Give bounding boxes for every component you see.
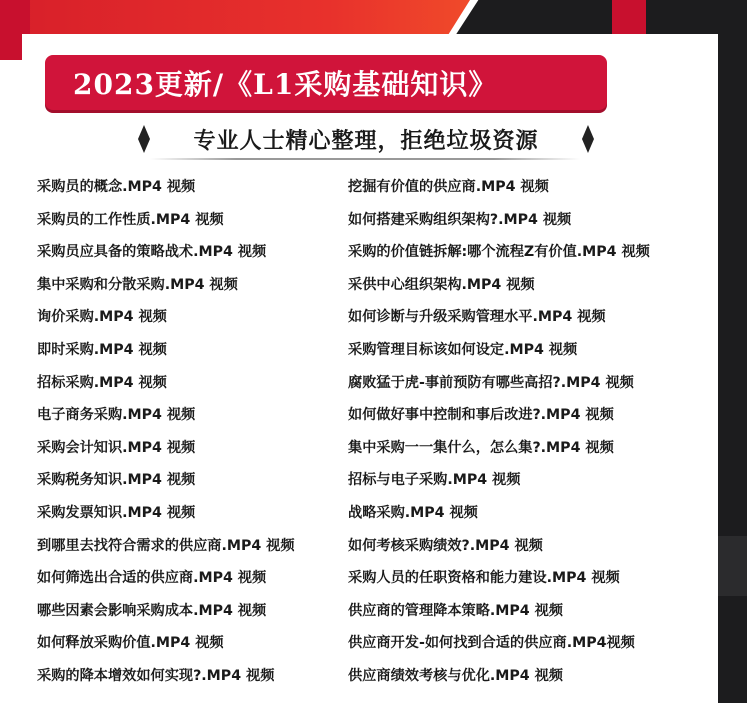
background-dark-band bbox=[455, 0, 747, 36]
subtitle-row bbox=[138, 118, 594, 160]
list-item: 如何释放采购价值.MP4 视频 bbox=[37, 635, 224, 652]
list-item: 采购的降本增效如何实现?.MP4 视频 bbox=[37, 667, 275, 684]
list-item: 到哪里去找符合需求的供应商.MP4 视频 bbox=[37, 537, 295, 554]
list-item: 如何做好事中控制和事后改进?.MP4 视频 bbox=[348, 407, 614, 424]
page-title: 2023更新/《L1采购基础知识》 bbox=[73, 67, 498, 101]
list-item: 采购员的概念.MP4 视频 bbox=[37, 179, 196, 195]
list-item: 采购税务知识.MP4 视频 bbox=[37, 472, 196, 489]
list-item: 挖掘有价值的供应商.MP4 视频 bbox=[348, 179, 549, 195]
list-item: 即时采购.MP4 视频 bbox=[37, 341, 167, 358]
list-item: 采购的价值链拆解:哪个流程Z有价值.MP4 视频 bbox=[348, 244, 650, 261]
list-item: 电子商务采购.MP4 视频 bbox=[37, 407, 196, 424]
subtitle-divider bbox=[150, 158, 580, 160]
list-item: 哪些因素会影响采购成本.MP4 视频 bbox=[37, 602, 267, 619]
diamond-left-icon bbox=[138, 125, 150, 153]
background-red-tab bbox=[612, 0, 646, 36]
list-item: 集中采购和分散采购.MP4 视频 bbox=[37, 276, 238, 293]
list-item: 如何考核采购绩效?.MP4 视频 bbox=[348, 537, 543, 554]
list-item: 询价采购.MP4 视频 bbox=[37, 309, 167, 326]
list-item: 如何筛选出合适的供应商.MP4 视频 bbox=[37, 570, 267, 587]
right-video-list bbox=[348, 174, 650, 696]
left-video-list bbox=[37, 174, 295, 696]
list-item: 采购员应具备的策略战术.MP4 视频 bbox=[37, 244, 267, 261]
list-item: 采购人员的任职资格和能力建设.MP4 视频 bbox=[348, 570, 620, 587]
list-item: 采购管理目标该如何设定.MP4 视频 bbox=[348, 341, 578, 358]
list-item: 如何诊断与升级采购管理水平.MP4 视频 bbox=[348, 309, 606, 326]
background-right-strip bbox=[717, 36, 747, 703]
page-subtitle: 专业人士精心整理，拒绝垃圾资源 bbox=[193, 128, 539, 154]
list-item: 招标与电子采购.MP4 视频 bbox=[348, 472, 521, 489]
list-item: 招标采购.MP4 视频 bbox=[37, 374, 167, 391]
list-item: 供应商开发-如何找到合适的供应商.MP4视频 bbox=[348, 635, 635, 652]
title-banner bbox=[45, 55, 607, 110]
diamond-right-icon bbox=[582, 125, 594, 153]
list-item: 腐败猛于虎-事前预防有哪些高招?.MP4 视频 bbox=[348, 374, 634, 391]
list-item: 采供中心组织架构.MP4 视频 bbox=[348, 276, 535, 293]
list-item: 供应商的管理降本策略.MP4 视频 bbox=[348, 602, 563, 619]
list-item: 战略采购.MP4 视频 bbox=[348, 504, 478, 521]
list-item: 采购会计知识.MP4 视频 bbox=[37, 439, 196, 456]
list-item: 如何搭建采购组织架构?.MP4 视频 bbox=[348, 211, 572, 228]
list-item: 供应商绩效考核与优化.MP4 视频 bbox=[348, 667, 563, 684]
list-item: 采购发票知识.MP4 视频 bbox=[37, 504, 196, 521]
list-item: 集中采购一一集什么，怎么集?.MP4 视频 bbox=[348, 439, 614, 456]
list-item: 采购员的工作性质.MP4 视频 bbox=[37, 211, 224, 228]
